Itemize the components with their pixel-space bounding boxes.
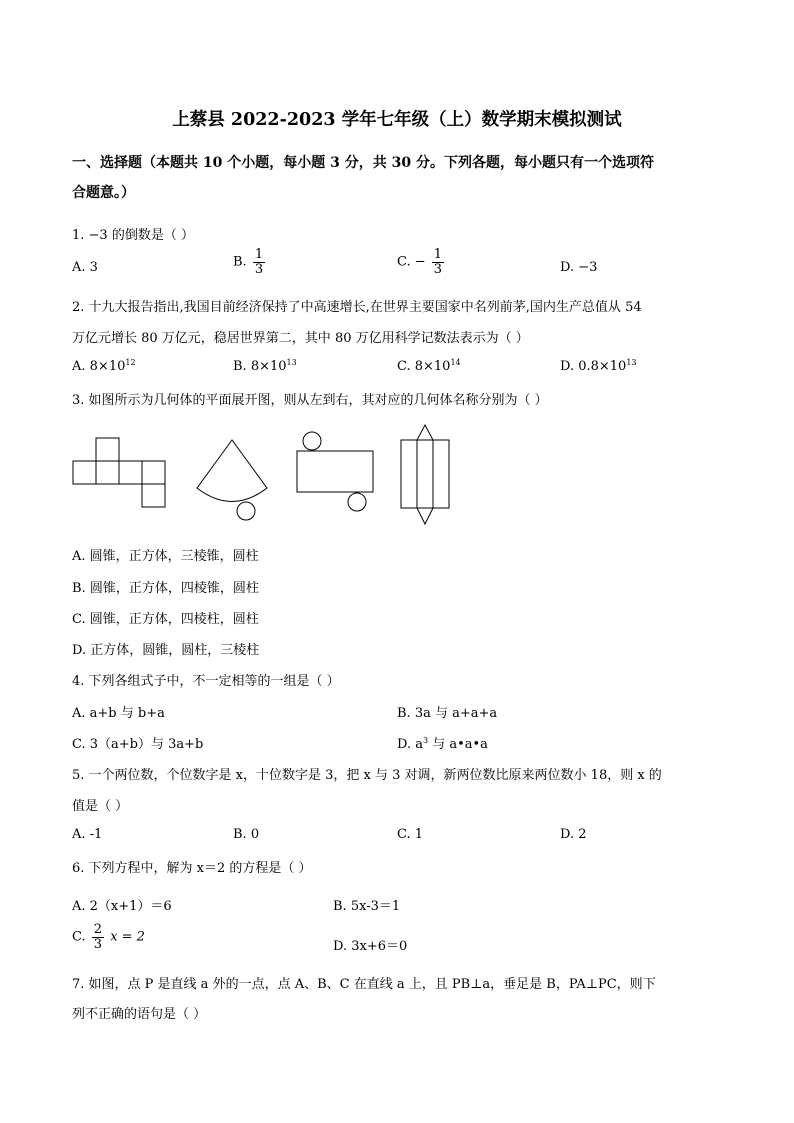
q5-option-c: C. 1 [397, 827, 424, 842]
q6-option-c: C. $\frac{2}{3}$ x = 2 [72, 922, 145, 952]
q1-option-c: C. − $\frac{1}{3}$ [397, 247, 443, 277]
q6-option-a: A. 2（x+1）＝6 [72, 899, 172, 914]
q2-option-c: C. $8\times 10^{14}$ [397, 358, 461, 374]
q5-option-b: B. 0 [233, 827, 260, 842]
q2-option-a: A. $8\times 10^{12}$ [72, 358, 136, 374]
q4-option-b: B. 3a 与 a+a+a [397, 706, 498, 721]
q6-fraction-c: $\frac{2}{3}$ [93, 922, 103, 952]
q5-line2: 值是（ ） [72, 799, 129, 814]
q2-option-b: B. $8\times 10^{13}$ [233, 358, 297, 374]
section-heading-line1: 一、选择题（本题共 10 个小题，每小题 3 分，共 30 分。下列各题，每小题只有一个选项符 [72, 155, 654, 171]
section-heading-line2: 合题意。） [72, 185, 135, 201]
q1-fraction-b: $\frac{1}{3}$ [254, 247, 264, 277]
q1-fraction-c: $\frac{1}{3}$ [433, 247, 443, 277]
prism-net-figure [401, 425, 449, 524]
cylinder-net-figure [297, 432, 373, 511]
q6-option-d: D. 3x+6＝0 [333, 939, 408, 954]
page-title: 上蔡县 2022-2023 学年七年级（上）数学期末模拟测试 [172, 110, 622, 130]
q2-option-d: D. $0.8\times 10^{13}$ [560, 358, 637, 374]
q4-option-d: D. $a^3$ 与 a•a•a [397, 736, 488, 752]
q3-stem: 3. 如图所示为几何体的平面展开图，则从左到右，其对应的几何体名称分别为（ ） [72, 393, 548, 408]
q1-option-b: B. $\frac{1}{3}$ [233, 247, 264, 277]
q3-net-figures [0, 0, 794, 540]
q3-option-b: B. 圆锥，正方体，四棱锥，圆柱 [72, 581, 259, 596]
q5-line1: 5. 一个两位数，个位数字是 x，十位数字是 3，把 x 与 3 对调，新两位数比原来两位数小 18，则 x 的 [72, 768, 662, 783]
q1-option-a: A. 3 [72, 260, 98, 275]
q7-line1: 7. 如图，点 P 是直线 a 外的一点，点 A、B、C 在直线 a 上，且 PB⊥a，垂足是 B，PA⊥PC，则下 [72, 977, 656, 992]
cone-net-figure [197, 440, 267, 520]
q4-option-c: C. 3（a+b）与 3a+b [72, 737, 204, 752]
q3-option-a: A. 圆锥，正方体，三棱锥，圆柱 [72, 549, 259, 564]
q1-stem: 1. −3 的倒数是（ ） [72, 228, 194, 243]
q5-option-a: A. -1 [72, 827, 103, 842]
cube-net-figure [73, 438, 165, 507]
q2-line1: 2. 十九大报告指出,我国目前经济保持了中高速增长,在世界主要国家中名列前茅,国内生产总值从 54 [72, 300, 642, 315]
q5-option-d: D. 2 [560, 827, 587, 842]
q2-line2: 万亿元增长 80 万亿元，稳居世界第二，其中 80 万亿用科学记数法表示为（ ） [72, 331, 529, 346]
q3-option-d: D. 正方体，圆锥，圆柱，三棱柱 [72, 643, 260, 658]
q6-option-b: B. 5x-3＝1 [333, 899, 401, 914]
q7-line2: 列不正确的语句是（ ） [72, 1007, 207, 1022]
q3-option-c: C. 圆锥，正方体，四棱柱，圆柱 [72, 612, 259, 627]
q6-stem: 6. 下列方程中，解为 x＝2 的方程是（ ） [72, 861, 312, 876]
q1-option-d: D. −3 [560, 260, 598, 275]
q4-option-a: A. a+b 与 b+a [72, 706, 165, 721]
q4-stem: 4. 下列各组式子中，不一定相等的一组是（ ） [72, 674, 340, 689]
